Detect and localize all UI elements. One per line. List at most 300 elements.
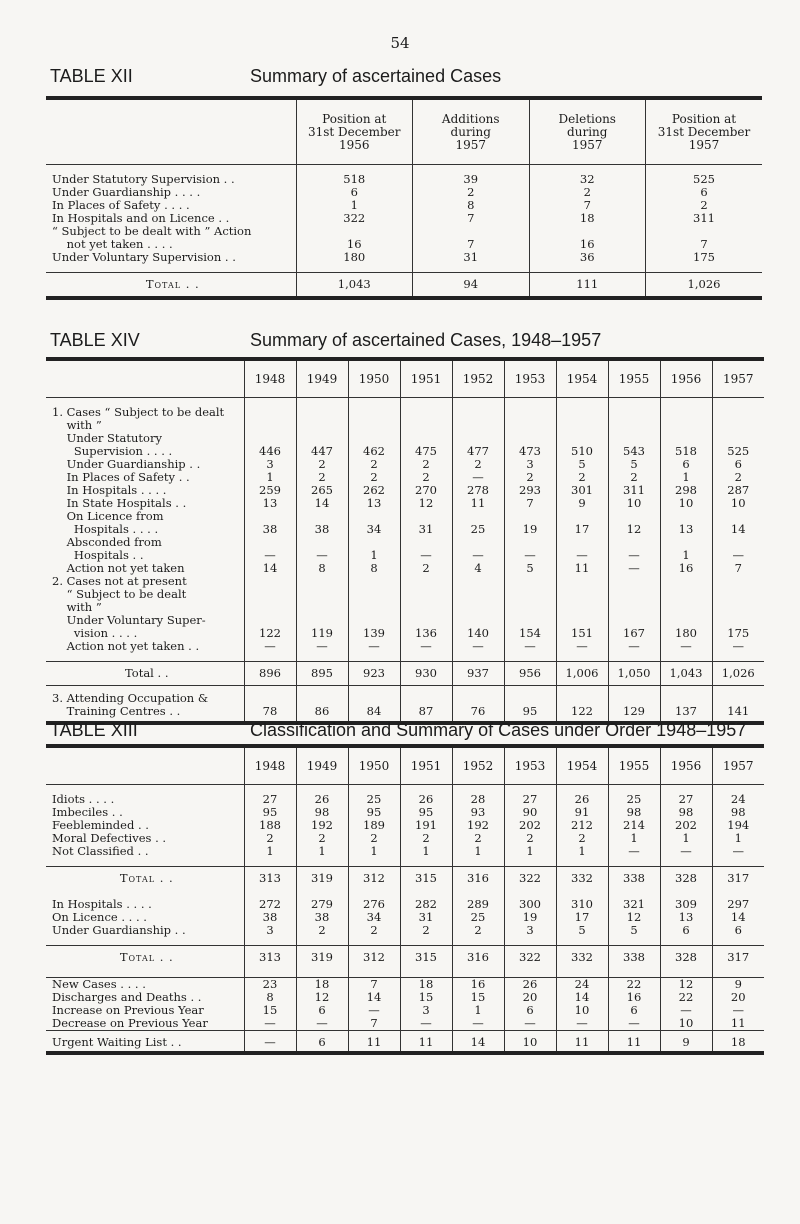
cell-value: 315	[400, 946, 452, 970]
cell-value: 1	[400, 845, 452, 858]
row-label: Under Statutory Supervision . .	[52, 172, 235, 186]
row-label: Training Centres . .	[52, 704, 181, 718]
cell-value: 137	[660, 705, 712, 723]
cell-value: 265	[296, 484, 348, 497]
row-label: Under Statutory	[52, 431, 162, 445]
column-header: Deletions during 1957	[529, 98, 646, 165]
cell-value: 2	[400, 924, 452, 937]
cell-value	[556, 575, 608, 588]
column-header: 1954	[556, 746, 608, 785]
cell-value: 11	[400, 1031, 452, 1054]
header-row	[46, 746, 764, 785]
table-row	[46, 406, 764, 419]
cell-value: 321	[608, 898, 660, 911]
cell-value: 3	[504, 458, 556, 471]
cell-value: —	[296, 1017, 348, 1031]
cell-value: 1	[660, 549, 712, 562]
cell-value: 27	[504, 793, 556, 806]
spacer-cell	[348, 937, 400, 946]
column-header: 1953	[504, 359, 556, 398]
cell-value: 2	[556, 471, 608, 484]
cell-value: 28	[452, 793, 504, 806]
cell-value: 22	[660, 991, 712, 1004]
cell-value: 17	[556, 911, 608, 924]
cell-value: 2	[348, 832, 400, 845]
cell-value: 202	[504, 819, 556, 832]
cell-value: 477	[452, 445, 504, 458]
cell-value: 1	[712, 832, 764, 845]
cell-value	[712, 601, 764, 614]
cell-value: 3	[504, 924, 556, 937]
cell-value: 282	[400, 898, 452, 911]
cell-value: 328	[660, 946, 712, 970]
row-label: In State Hospitals . .	[52, 496, 187, 510]
cell-value: 11	[556, 1031, 608, 1054]
cell-value: 14	[712, 523, 764, 536]
spacer-row	[46, 890, 764, 898]
spacer-cell	[296, 398, 348, 407]
cell-value	[660, 406, 712, 419]
cell-value: 16	[452, 978, 504, 992]
column-header: 1948	[244, 746, 296, 785]
table-row	[46, 251, 762, 264]
cell-value: —	[712, 845, 764, 858]
cell-value: 202	[660, 819, 712, 832]
row-label: New Cases . . . .	[46, 978, 244, 992]
row-label: In Hospitals and on Licence . .	[52, 211, 230, 225]
cell-value: 1,026	[646, 273, 763, 299]
row-label: Total . .	[46, 662, 244, 686]
spacer-cell	[556, 937, 608, 946]
cell-value	[660, 588, 712, 601]
cell-value: —	[244, 549, 296, 562]
cell-value: —	[244, 1017, 296, 1031]
cell-value: 111	[529, 273, 646, 299]
cell-value	[400, 419, 452, 432]
cell-value: 86	[296, 705, 348, 723]
cell-value: —	[400, 640, 452, 653]
cell-value: —	[608, 1017, 660, 1031]
cell-value: 2	[400, 562, 452, 575]
cell-value: 136	[400, 627, 452, 640]
column-header: 1949	[296, 746, 348, 785]
cell-value	[608, 575, 660, 588]
cell-value	[504, 588, 556, 601]
cell-value: —	[608, 562, 660, 575]
spacer-cell	[608, 653, 660, 662]
table-13-number: TABLE XIII	[50, 720, 138, 740]
cell-value: 90	[504, 806, 556, 819]
cell-value: 315	[400, 867, 452, 891]
table-row	[46, 640, 764, 653]
cell-value	[348, 588, 400, 601]
cell-value: 297	[712, 898, 764, 911]
cell-value: 1,050	[608, 662, 660, 686]
cell-value: 11	[348, 1031, 400, 1054]
cell-value: 26	[504, 978, 556, 992]
cell-value: 15	[244, 1004, 296, 1017]
row-label: Increase on Previous Year	[52, 1003, 204, 1017]
column-header: 1957	[712, 359, 764, 398]
cell-value: 5	[556, 458, 608, 471]
cell-value	[556, 686, 608, 706]
cell-value: 10	[712, 497, 764, 510]
spacer-cell	[296, 937, 348, 946]
row-label: 1. Cases “ Subject to be dealt	[52, 405, 225, 419]
spacer-cell	[244, 937, 296, 946]
spacer-cell	[452, 937, 504, 946]
cell-value: 2	[296, 458, 348, 471]
cell-value: 473	[504, 445, 556, 458]
column-header: 1952	[452, 359, 504, 398]
cell-value: 475	[400, 445, 452, 458]
cell-value: 95	[400, 806, 452, 819]
cell-value: —	[296, 549, 348, 562]
table-row	[46, 832, 764, 845]
spacer-row	[46, 937, 764, 946]
cell-value: 91	[556, 806, 608, 819]
cell-value: 287	[712, 484, 764, 497]
cell-value: 1	[504, 845, 556, 858]
spacer-cell	[660, 398, 712, 407]
cell-value: —	[712, 640, 764, 653]
cell-value: 188	[244, 819, 296, 832]
row-label: with ”	[52, 418, 102, 432]
cell-value: 2	[296, 471, 348, 484]
cell-value: 1	[348, 845, 400, 858]
cell-value: 9	[660, 1031, 712, 1054]
cell-value: 2	[348, 471, 400, 484]
waiting-row	[46, 1031, 764, 1054]
row-label: 3. Attending Occupation &	[46, 686, 244, 706]
cell-value: 2	[296, 924, 348, 937]
cell-value: 543	[608, 445, 660, 458]
cell-value: 15	[452, 991, 504, 1004]
cell-value: 6	[504, 1004, 556, 1017]
cell-value: 167	[608, 627, 660, 640]
table-row	[46, 806, 764, 819]
cell-value: 14	[712, 911, 764, 924]
table-row	[46, 1017, 764, 1031]
cell-value: 10	[660, 497, 712, 510]
cell-value: 446	[244, 445, 296, 458]
cell-value: 6	[712, 924, 764, 937]
cell-value: —	[660, 1004, 712, 1017]
cell-value: 98	[608, 806, 660, 819]
cell-value	[296, 686, 348, 706]
cell-value: 3	[400, 1004, 452, 1017]
table-14	[46, 357, 764, 725]
cell-value: 4	[452, 562, 504, 575]
cell-value: 1,026	[712, 662, 764, 686]
cell-value: 24	[556, 978, 608, 992]
cell-value: 78	[244, 705, 296, 723]
table-row	[46, 845, 764, 858]
cell-value: —	[504, 640, 556, 653]
spacer-cell	[608, 858, 660, 867]
cell-value: 14	[296, 497, 348, 510]
cell-value	[712, 575, 764, 588]
cell-value: 11	[712, 1017, 764, 1031]
cell-value: 98	[296, 806, 348, 819]
row-label: with ”	[52, 600, 102, 614]
spacer-row	[46, 264, 762, 273]
cell-value: 154	[504, 627, 556, 640]
cell-value	[296, 406, 348, 419]
column-header: 1951	[400, 359, 452, 398]
cell-value: 7	[646, 238, 763, 251]
spacer-cell	[646, 264, 763, 273]
column-header: Position at 31st December 1956	[296, 98, 413, 165]
spacer-cell	[348, 858, 400, 867]
cell-value: 17	[556, 523, 608, 536]
cell-value: 1	[452, 845, 504, 858]
cell-value: 18	[400, 978, 452, 992]
header-blank	[46, 98, 296, 165]
cell-value: 23	[244, 978, 296, 992]
cell-value: 6	[660, 458, 712, 471]
cell-value: 26	[556, 793, 608, 806]
cell-value: 175	[646, 251, 763, 264]
column-header: 1956	[660, 359, 712, 398]
cell-value: 2	[296, 832, 348, 845]
row-label: Under Guardianship . . . .	[52, 185, 201, 199]
row-label: vision . . . .	[52, 626, 138, 640]
cell-value: 338	[608, 867, 660, 891]
cell-value: 38	[296, 911, 348, 924]
cell-value: 189	[348, 819, 400, 832]
cell-value: —	[712, 1004, 764, 1017]
row-label: Total . .	[46, 273, 296, 299]
cell-value: 141	[712, 705, 764, 723]
cell-value: 332	[556, 946, 608, 970]
spacer-cell	[608, 398, 660, 407]
cell-value: 2	[504, 471, 556, 484]
row-label: Moral Defectives . .	[52, 831, 167, 845]
cell-value: 16	[296, 238, 413, 251]
table-12-title: Summary of ascertained Cases	[250, 66, 502, 86]
cell-value: 98	[660, 806, 712, 819]
cell-value: 180	[660, 627, 712, 640]
table-row	[46, 978, 764, 992]
cell-value	[400, 601, 452, 614]
row-label: Under Voluntary Supervision . .	[52, 250, 236, 264]
cell-value: 2	[348, 458, 400, 471]
cell-value: 293	[504, 484, 556, 497]
table-12-heading	[50, 66, 501, 87]
column-header: 1955	[608, 359, 660, 398]
spacer-cell	[660, 858, 712, 867]
column-header: 1951	[400, 746, 452, 785]
cell-value: —	[504, 549, 556, 562]
cell-value: —	[712, 549, 764, 562]
cell-value: 194	[712, 819, 764, 832]
cell-value: 27	[244, 793, 296, 806]
cell-value: 38	[296, 523, 348, 536]
cell-value	[244, 686, 296, 706]
cell-value: 175	[712, 627, 764, 640]
cell-value: 11	[452, 497, 504, 510]
spacer-cell	[46, 264, 296, 273]
cell-value: 25	[348, 793, 400, 806]
row-label: 2. Cases not at present	[52, 574, 187, 588]
cell-value: 8	[244, 991, 296, 1004]
cell-value	[608, 686, 660, 706]
cell-value: 279	[296, 898, 348, 911]
cell-value: 84	[348, 705, 400, 723]
cell-value: 2	[529, 186, 646, 199]
row-label: Discharges and Deaths . .	[52, 990, 202, 1004]
attending-row	[46, 686, 764, 706]
cell-value: 1	[244, 845, 296, 858]
cell-value: 3	[244, 458, 296, 471]
cell-value	[452, 588, 504, 601]
spacer-cell	[400, 398, 452, 407]
cell-value	[712, 588, 764, 601]
cell-value	[452, 575, 504, 588]
cell-value: 2	[244, 832, 296, 845]
cell-value: 5	[556, 924, 608, 937]
spacer-cell	[348, 398, 400, 407]
spacer-cell	[504, 858, 556, 867]
cell-value	[608, 406, 660, 419]
cell-value: 191	[400, 819, 452, 832]
spacer-cell	[504, 937, 556, 946]
cell-value	[296, 601, 348, 614]
cell-value: 18	[296, 978, 348, 992]
cell-value: —	[608, 549, 660, 562]
cell-value: 518	[660, 445, 712, 458]
cell-value	[660, 601, 712, 614]
column-header: 1949	[296, 359, 348, 398]
cell-value: 18	[529, 212, 646, 225]
cell-value: 10	[556, 1004, 608, 1017]
cell-value: 317	[712, 946, 764, 970]
table-12	[46, 96, 762, 300]
cell-value: 16	[608, 991, 660, 1004]
cell-value: 39	[413, 173, 530, 186]
cell-value: 16	[660, 562, 712, 575]
cell-value: 13	[244, 497, 296, 510]
cell-value: 1	[296, 199, 413, 212]
cell-value: 15	[400, 991, 452, 1004]
cell-value: —	[608, 640, 660, 653]
row-label: Under Voluntary Super-	[52, 613, 206, 627]
cell-value: 1,043	[660, 662, 712, 686]
row-label: Feebleminded . .	[52, 818, 149, 832]
spacer-cell	[556, 398, 608, 407]
row-label: Total . .	[46, 867, 244, 891]
cell-value: 317	[712, 867, 764, 891]
cell-value: —	[660, 845, 712, 858]
cell-value: —	[452, 471, 504, 484]
cell-value	[504, 601, 556, 614]
spacer-cell	[452, 653, 504, 662]
row-label: In Hospitals . . . .	[52, 897, 152, 911]
spacer-cell	[400, 858, 452, 867]
cell-value: 7	[348, 1017, 400, 1031]
cell-value: 9	[556, 497, 608, 510]
cell-value	[244, 406, 296, 419]
cell-value: 1	[660, 471, 712, 484]
spacer-cell	[244, 653, 296, 662]
spacer-cell	[296, 858, 348, 867]
total-row	[46, 867, 764, 891]
row-label: Action not yet taken . .	[52, 639, 200, 653]
cell-value: 2	[452, 832, 504, 845]
cell-value: 14	[244, 562, 296, 575]
cell-value: 19	[504, 523, 556, 536]
column-header: Position at 31st December 1957	[646, 98, 763, 165]
total-row	[46, 273, 762, 299]
cell-value: 76	[452, 705, 504, 723]
cell-value	[348, 601, 400, 614]
row-label: On Licence from	[52, 509, 164, 523]
cell-value	[244, 601, 296, 614]
spacer-row	[46, 969, 764, 978]
cell-value: 20	[712, 991, 764, 1004]
cell-value: 34	[348, 523, 400, 536]
row-label: Supervision . . . .	[52, 444, 173, 458]
cell-value: 11	[556, 562, 608, 575]
column-header: Additions during 1957	[413, 98, 530, 165]
cell-value: 12	[660, 978, 712, 992]
cell-value: 956	[504, 662, 556, 686]
cell-value: 38	[244, 911, 296, 924]
spacer-cell	[452, 858, 504, 867]
cell-value: 322	[296, 212, 413, 225]
header-row	[46, 359, 764, 398]
cell-value: 2	[400, 471, 452, 484]
spacer-cell	[244, 398, 296, 407]
cell-value: 300	[504, 898, 556, 911]
spacer-cell	[46, 858, 244, 867]
row-label: Total . .	[46, 946, 244, 970]
table-14-number: TABLE XIV	[50, 330, 140, 350]
row-label: “ Subject to be dealt with ” Action	[52, 224, 252, 238]
cell-value: 518	[296, 173, 413, 186]
cell-value: 13	[660, 523, 712, 536]
cell-value: 510	[556, 445, 608, 458]
cell-value: 8	[413, 199, 530, 212]
cell-value: 12	[608, 523, 660, 536]
cell-value: 2	[646, 199, 763, 212]
cell-value: 7	[413, 238, 530, 251]
cell-value: 895	[296, 662, 348, 686]
cell-value: 896	[244, 662, 296, 686]
cell-value: 18	[712, 1031, 764, 1054]
cell-value: 2	[413, 186, 530, 199]
cell-value	[296, 575, 348, 588]
cell-value: 7	[413, 212, 530, 225]
cell-value: 212	[556, 819, 608, 832]
spacer-cell	[556, 653, 608, 662]
spacer-cell	[529, 264, 646, 273]
cell-value: 1	[296, 845, 348, 858]
table-row	[46, 536, 764, 549]
table-row	[46, 924, 764, 937]
cell-value: 259	[244, 484, 296, 497]
cell-value: 26	[296, 793, 348, 806]
cell-value: 322	[504, 867, 556, 891]
cell-value: 140	[452, 627, 504, 640]
spacer-cell	[296, 264, 413, 273]
table-12-number: TABLE XII	[50, 66, 133, 86]
cell-value	[452, 419, 504, 432]
cell-value: —	[244, 1031, 296, 1054]
cell-value	[556, 588, 608, 601]
cell-value: 12	[296, 991, 348, 1004]
